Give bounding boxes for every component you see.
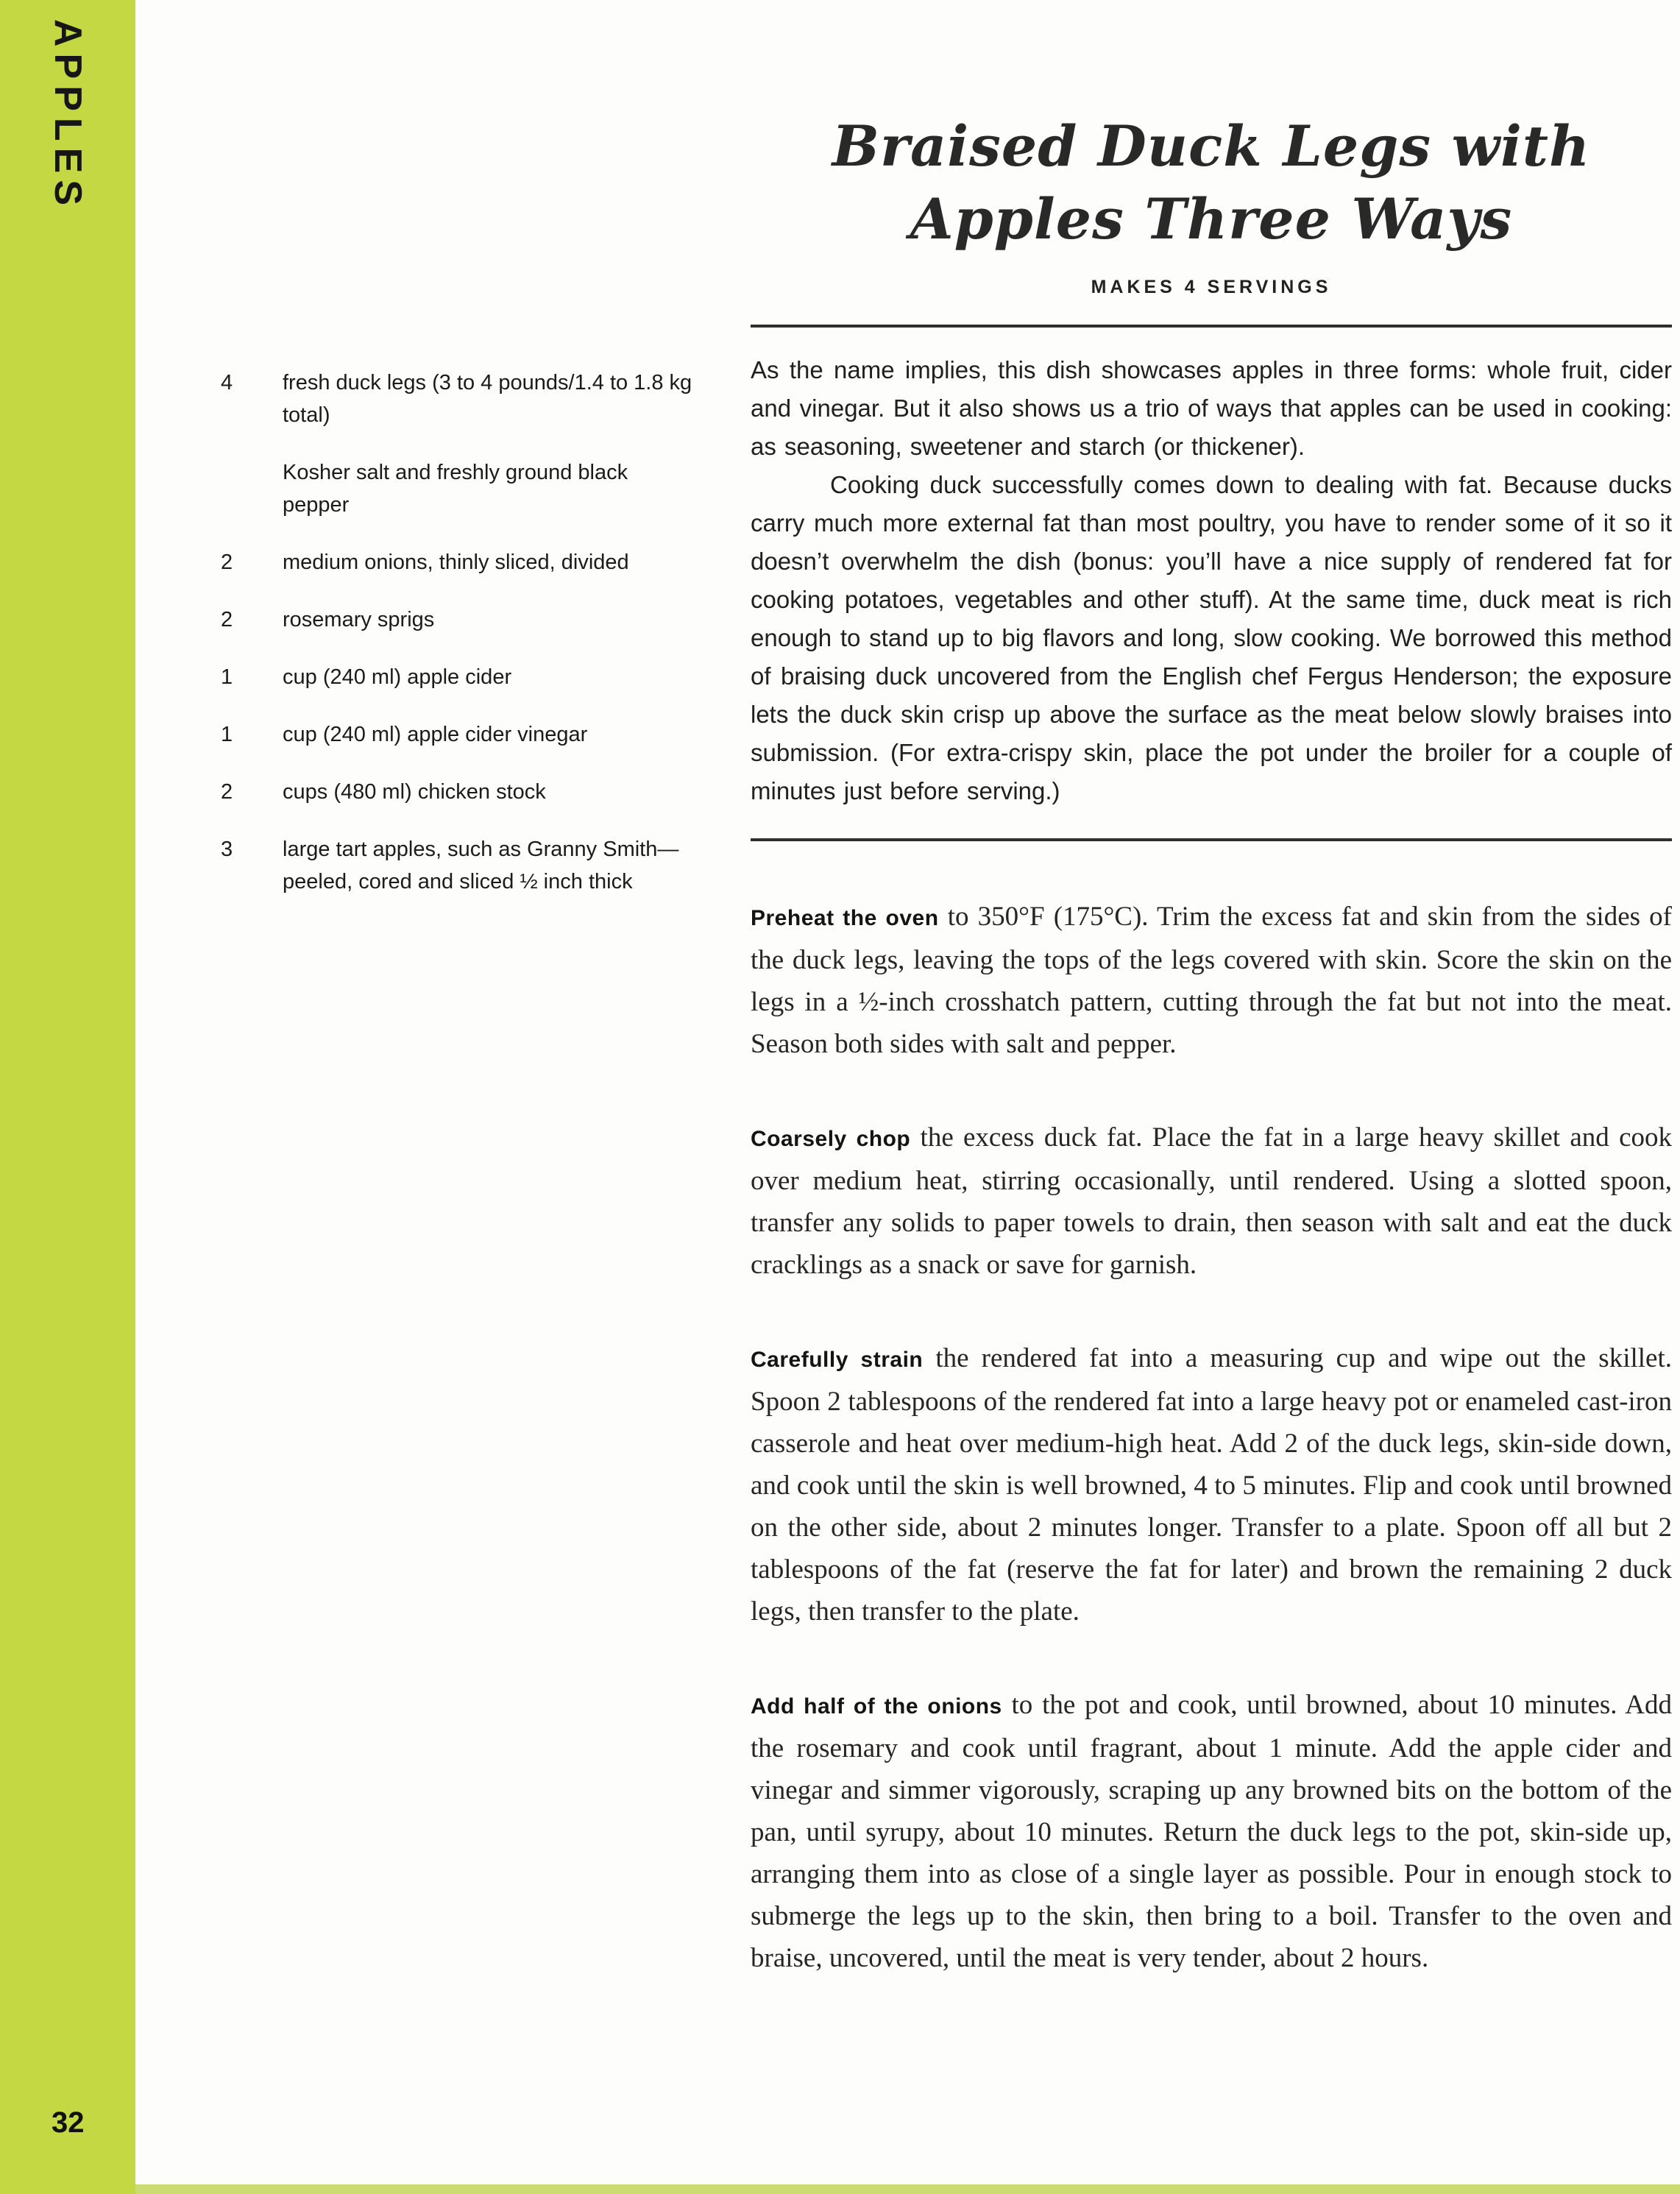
ingredient-quantity: 2 — [221, 780, 233, 804]
ingredient-row — [221, 833, 712, 898]
ingredient-row — [221, 367, 712, 431]
ingredient-list — [221, 367, 712, 923]
ingredient-text: Kosher salt and freshly ground black pepper — [283, 461, 628, 517]
recipe-column — [751, 110, 1672, 1979]
method-step-2 — [751, 1117, 1672, 1286]
step-lead-in: Add half of the onions — [751, 1694, 1002, 1719]
ingredient-row — [221, 718, 712, 751]
recipe-title-line2: Apples Three Ways — [910, 185, 1513, 252]
step-text: to 350°F (175°C). Trim the excess fat and skin from the sides of the duck legs, leaving the tops of the legs covered with skin. Score the skin on the legs in a ½-inch crosshatch pattern, cutting through the fat but not into the meat. Season both sides with salt and pepper. — [751, 901, 1672, 1059]
ingredient-text: medium onions, thinly sliced, divided — [283, 551, 629, 574]
method-step-4 — [751, 1684, 1672, 1979]
headnote-paragraph-2: Cooking duck successfully comes down to dealing with fat. Because ducks carry much more external fat than most poultry, you have to render some of it so it doesn’t overwhelm the dish (bonus: you’ll have a nice supply of rendered fat for cooking potatoes, vegetables and other stuff). At the same time, duck meat is rich enough to stand up to big flavors and long, slow cooking. We borrowed this method of braising duck uncovered from the English chef Fergus Henderson; the exposure lets the duck skin crisp up above the surface as the meat below slowly braises into submission. (For extra-crispy skin, place the pot under the broiler for a couple of minutes just before serving.) — [751, 470, 1672, 804]
step-lead-in: Preheat the oven — [751, 905, 939, 930]
divider-bottom — [751, 838, 1672, 841]
ingredient-text: large tart apples, such as Granny Smith—peeled, cored and sliced ½ inch thick — [283, 838, 679, 893]
ingredient-quantity: 3 — [221, 838, 233, 861]
ingredient-row — [221, 776, 712, 808]
recipe-title-line1: Braised Duck Legs with — [832, 113, 1591, 179]
step-lead-in: Coarsely chop — [751, 1126, 911, 1151]
ingredient-text: rosemary sprigs — [283, 608, 435, 631]
ingredient-quantity: 2 — [221, 608, 233, 631]
servings-note: MAKES 4 SERVINGS — [1091, 276, 1332, 297]
ingredient-quantity: 2 — [221, 551, 233, 574]
ingredient-text: cups (480 ml) chicken stock — [283, 780, 546, 804]
page-number: 32 — [52, 2106, 85, 2139]
method-step-1 — [751, 896, 1672, 1065]
ingredient-row — [221, 661, 712, 693]
headnote-paragraph-1: As the name implies, this dish showcases apples in three forms: whole fruit, cider and vinegar. But it also shows us a trio of ways that apples can be used in cooking: as seasoning, sweetener and starch (or thickener). — [751, 355, 1672, 460]
method — [751, 896, 1672, 1979]
ingredient-row — [221, 604, 712, 636]
recipe-title — [751, 110, 1672, 256]
divider-top — [751, 325, 1672, 328]
ingredient-row — [221, 546, 712, 578]
ingredient-text: fresh duck legs (3 to 4 pounds/1.4 to 1.8 kg total) — [283, 371, 692, 427]
method-step-3 — [751, 1337, 1672, 1632]
ingredient-text: cup (240 ml) apple cider vinegar — [283, 723, 588, 746]
ingredient-row — [221, 456, 712, 521]
step-lead-in: Carefully strain — [751, 1347, 924, 1372]
ingredient-quantity: 4 — [221, 371, 233, 394]
ingredient-quantity: 1 — [221, 665, 233, 689]
chapter-tab — [0, 0, 135, 2194]
step-text: the rendered fat into a measuring cup and wipe out the skillet. Spoon 2 tablespoons of the rendered fat into a large heavy pot or enameled cast-iron casserole and heat over medium-high heat. Add 2 of the duck legs, skin-side down, and cook until the skin is well browned, 4 to 5 minutes. Flip and cook until browned on the other side, about 2 minutes longer. Transfer to a plate. Spoon off all but 2 tablespoons of the fat (reserve the fat for later) and brown the remaining 2 duck legs, then transfer to the plate. — [751, 1342, 1672, 1627]
step-text: to the pot and cook, until browned, about 10 minutes. Add the rosemary and cook until fragrant, about 1 minute. Add the apple cider and vinegar and simmer vigorously, scraping up any browned bits on the bottom of the pan, until syrupy, about 10 minutes. Return the duck legs to the pot, skin-side up, arranging them into as close of a single layer as possible. Pour in enough stock to submerge the legs up to the skin, then bring to a boil. Transfer to the oven and braise, uncovered, until the meat is very tender, about 2 hours. — [751, 1689, 1672, 1973]
headnote — [751, 351, 1672, 810]
ingredient-quantity: 1 — [221, 723, 233, 746]
chapter-label: APPLES — [46, 19, 89, 213]
page-edge-strip — [135, 2184, 1680, 2194]
step-text: the excess duck fat. Place the fat in a large heavy skillet and cook over medium heat, stirring occasionally, until rendered. Using a slotted spoon, transfer any solids to paper towels to drain, then season with salt and eat the duck cracklings as a snack or save for garnish. — [751, 1122, 1672, 1280]
ingredient-text: cup (240 ml) apple cider — [283, 665, 512, 689]
ingredient-quantity — [221, 456, 283, 521]
